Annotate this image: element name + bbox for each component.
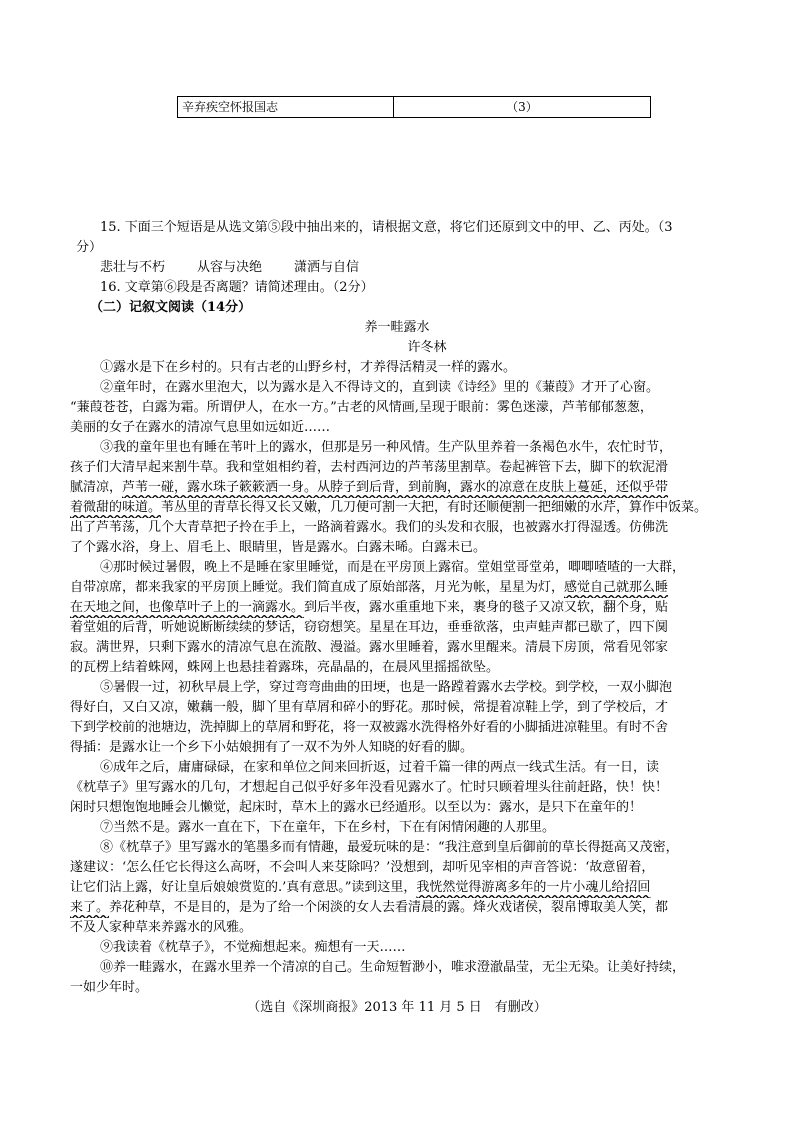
paragraph-4-line3 <box>70 598 710 618</box>
article-title: 养一畦露水 <box>364 320 430 335</box>
paragraph-6-line3: 闲时只想饱饱地睡会儿懒觉，起床时，草木上的露水已经遁形。以至以为：露水，是只下在童年的！ <box>70 800 643 815</box>
paragraph-5-line2: 得好白，又白又凉，嫩藕一般，脚丫里有草屑和碎小的野花。那时候，常提着凉鞋上学，到了学校后，才 <box>70 700 669 715</box>
question-16: 16. 文章第⑥段是否离题？请简述理由。（2分） <box>100 280 374 295</box>
text-plain: 苇丛里的青草长得又长又嫩，几刀便可割一大把，有时还顺便割一把细嫩的水芹，算作中饭菜。 <box>161 500 708 515</box>
paragraph-5-line1: ⑤暑假一过，初秋早晨上学，穿过弯弯曲曲的田埂，也是一路蹚着露水去学校。到学校，一双小脚泡 <box>100 680 673 695</box>
wavy-underlined-sentence: 着微甜的味道。 <box>70 500 162 515</box>
paragraph-4-line5: 寂。满世界，只剩下露水的清凉气息在流散、漫溢。露水里睡着，露水里醒来。清晨下房顶，常看见邻家 <box>70 640 669 655</box>
paragraph-7: ⑦当然不是。露水一直在下，下在童年，下在乡村，下在有闲情闲趣的人那里。 <box>100 820 556 835</box>
paragraph-2-line3: 美丽的女子在露水的清凉气息里如远如近…… <box>70 420 331 435</box>
paragraph-3-line3 <box>70 478 710 498</box>
section-heading: （二）记叙文阅读（14分） <box>90 300 252 315</box>
text-plain: 让它们沾上露，好让皇后娘娘赏览的.’真有意思。”读到这里， <box>70 880 417 895</box>
paragraph-5-line3: 下到学校前的池塘边，洗掉脚上的草屑和野花，将一双被露水洗得格外好看的小脚插进凉鞋里。有时不舍 <box>70 720 669 735</box>
paragraph-4-line1: ④那时候过暑假，晚上不是睡在家里睡觉，而是在平房顶上露宿。堂姐堂哥堂弟，唧唧喳喳的一大群， <box>100 560 686 575</box>
article-author: 许冬林 <box>407 340 447 355</box>
paragraph-4-line6: 的瓦楞上结着蛛网，蛛网上也悬挂着露珠，亮晶晶的，在晨风里摇摇欲坠。 <box>70 660 500 675</box>
paragraph-1: ①露水是下在乡村的。只有古老的山野乡村，才养得活精灵一样的露水。 <box>100 360 517 375</box>
paragraph-10-line1: ⑩养一畦露水，在露水里养一个清凉的自己。生命短暂渺小，唯求澄澈晶莹，无尘无染。让美好持续， <box>100 960 686 975</box>
phrase-2: 从容与决绝 <box>197 260 263 275</box>
wavy-underlined-sentence: 芦苇一碰，露水珠子簌簌洒一身。从脖子到后背，到前胸，露水的凉意在皮肤上蔓延，还似乎带 <box>122 480 669 495</box>
answer-table-row <box>177 96 651 118</box>
paragraph-9: ⑨我读着《枕草子》，不觉痴想起来。痴想有一天…… <box>100 940 406 955</box>
paragraph-3-line2: 孩子们大清早起来割牛草。我和堂姐相约着，去村西河边的芦苇荡里割草。卷起裤管下去，脚下的软泥滑 <box>70 460 669 475</box>
text-plain: 腻清凉， <box>70 480 123 495</box>
table-cell-event: 辛弃疾空怀报国志 <box>178 97 394 117</box>
article-source: （选自《深圳商报》2013 年 11 月 5 日 有删改） <box>247 1000 547 1015</box>
paragraph-3-line5: 出了芦苇荡，几个大青草把子拎在手上，一路滴着露水。我们的头发和衣服，也被露水打得湿透。仿佛洗 <box>70 520 669 535</box>
question-15-line2: 分） <box>76 240 103 255</box>
table-cell-score: （3） <box>506 100 538 114</box>
question-15-phrases <box>100 258 720 278</box>
paragraph-8-line5: 不及人家种草来养露水的风雅。 <box>70 920 253 935</box>
text-plain: 自带凉席，都来我家的平房顶上睡觉。我们简直成了原始部落，月光为帐，星星为灯， <box>70 580 565 595</box>
paragraph-4-line2 <box>70 578 710 598</box>
paragraph-8-line3 <box>70 878 710 898</box>
paragraph-3-line1: ③我的童年里也有睡在苇叶上的露水，但那是另一种风情。生产队里养着一条褐色水牛，农忙时节， <box>100 440 673 455</box>
paragraph-4-line4: 着堂姐的后背，听她说断断续续的梦话，窃窃想笑。星星在耳边，垂垂欲落，虫声蛙声都已歇了，四下阒 <box>70 620 669 635</box>
wavy-underlined-sentence: 我恍然觉得游离多年的一片小魂儿给招回 <box>416 880 651 895</box>
paragraph-2-line2: “蒹葭苍苍，白露为霜。所谓伊人，在水一方。”古老的风情画,呈现于眼前：雾色迷濛，芦苇郁郁葱葱， <box>70 400 653 415</box>
paragraph-5-line4: 得插：是露水让一个乡下小姑娘拥有了一双不为外人知晓的好看的脚。 <box>70 740 474 755</box>
paragraph-3-line6: 了个露水浴，身上、眉毛上、眼睛里，皆是露水。白露未晞。白露未已。 <box>70 540 487 555</box>
paragraph-2-line1: ②童年时，在露水里泡大，以为露水是入不得诗文的，直到读《诗经》里的《蒹葭》才开了心窗。 <box>100 380 660 395</box>
paragraph-3-line4 <box>70 498 710 518</box>
phrase-3: 潇洒与自信 <box>294 260 360 275</box>
question-15-line1: 15. 下面三个短语是从选文第⑤段中抽出来的，请根据文意，将它们还原到文中的甲、乙、丙处。（3 <box>100 220 673 235</box>
paragraph-8-line2: 遂建议：‘怎么任它长得这么高呀，不会叫人来芟除吗？’没想到，却听见宰相的声音答说：‘故意留着， <box>70 860 655 875</box>
text-plain: 到后半夜，露水重重地下来，裹身的毯子又凉又软，翻个身，贴 <box>304 600 669 615</box>
wavy-underlined-sentence: 来了。 <box>70 900 110 915</box>
paragraph-6-line2: 《枕草子》里写露水的几句，才想起自己似乎好多年没看见露水了。忙时只顾着埋头往前赶路，快！快！ <box>70 780 669 795</box>
wavy-underlined-sentence: 在天地之间，也像草叶子上的一滴露水。 <box>70 600 305 615</box>
paragraph-10-line2: 一如少年时。 <box>70 980 149 995</box>
paragraph-8-line1: ⑧《枕草子》里写露水的笔墨多而有情趣，最爱玩味的是：“我注意到皇后御前的草长得挺高又茂密， <box>100 840 679 855</box>
paragraph-8-line4 <box>70 898 710 918</box>
paragraph-6-line1: ⑥成年之后，庸庸碌碌，在家和单位之间来回折返，过着千篇一律的两点一线式生活。有一日，读 <box>100 760 660 775</box>
wavy-underlined-sentence: 感觉自己就那么睡 <box>564 580 669 595</box>
text-plain: 养花种草，不是目的，是为了给一个闲淡的女人去看清晨的露。烽火戏诸侯，裂帛博取美人笑，都 <box>109 900 669 915</box>
phrase-1: 悲壮与不朽 <box>100 260 166 275</box>
